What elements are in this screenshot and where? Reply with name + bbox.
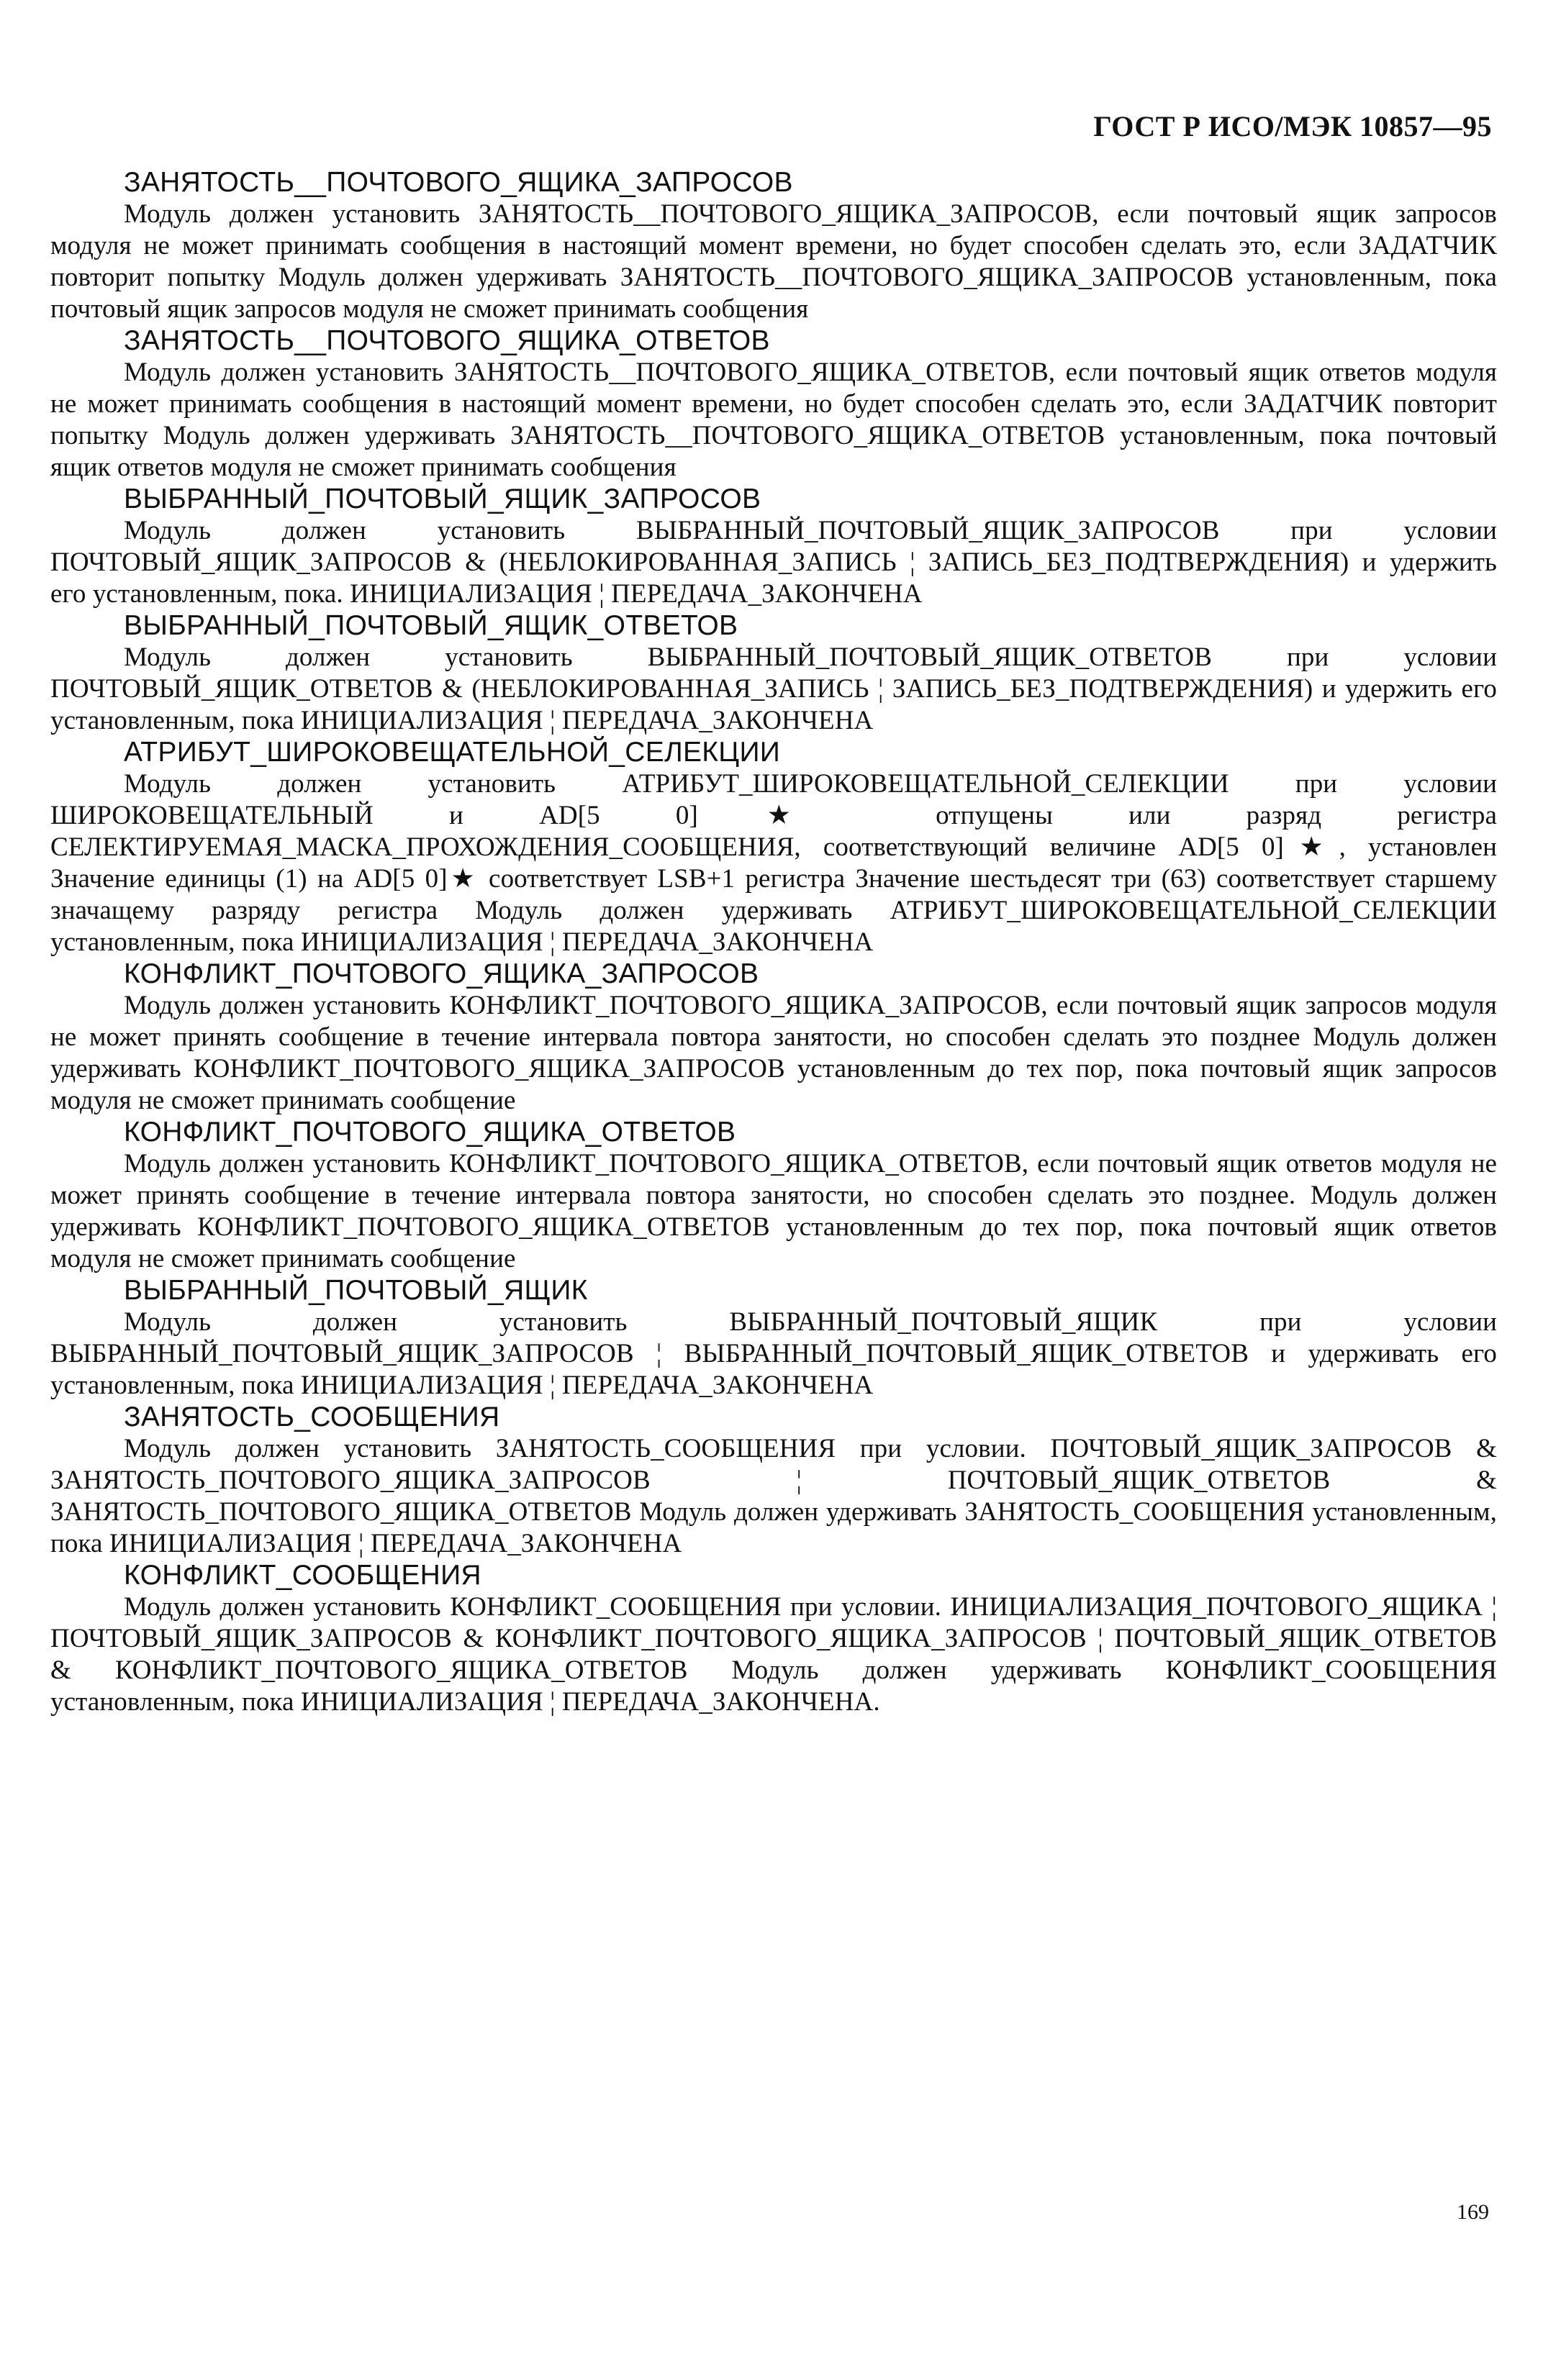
term-definition: Модуль должен установить ЗАНЯТОСТЬ__ПОЧТОВОГО_ЯЩИКА_ЗАПРОСОВ, если почтовый ящик запросов модуля не может принимать сообщения в настоящий момент времени, но будет способен сделать это, если ЗАДАТЧИК повторит попытку Модуль должен удерживать ЗАНЯТОСТЬ__ПОЧТОВОГО_ЯЩИКА_ЗАПРОСОВ установленным, пока почтовый ящик запросов модуля не сможет принимать сообщения — [50, 199, 1497, 324]
definition-section — [50, 1117, 1497, 1275]
term-heading: ЗАНЯТОСТЬ_СООБЩЕНИЯ — [124, 1402, 500, 1432]
term-definition: Модуль должен установить АТРИБУТ_ШИРОКОВЕЩАТЕЛЬНОЙ_СЕЛЕКЦИИ при условии ШИРОКОВЕЩАТЕЛЬНЫЙ и AD[5 0]★ отпущены или разряд регистра СЕЛЕКТИРУЕМАЯ_МАСКА_ПРОХОЖДЕНИЯ_СООБЩЕНИЯ, соответствующий величине AD[5 0]★, установлен Значение единицы (1) на AD[5 0]★ соответствует LSB+1 регистра Значение шестьдесят три (63) соответствует старшему значащему разряду регистра Модуль должен удерживать АТРИБУТ_ШИРОКОВЕЩАТЕЛЬНОЙ_СЕЛЕКЦИИ установленным, пока ИНИЦИАЛИЗАЦИЯ ¦ ПЕРЕДАЧА_ЗАКОНЧЕНА — [50, 769, 1497, 957]
definition-section — [50, 1560, 1497, 1718]
document-body — [50, 167, 1497, 1718]
term-heading: ВЫБРАННЫЙ_ПОЧТОВЫЙ_ЯЩИК — [124, 1275, 588, 1306]
term-definition: Модуль должен установить КОНФЛИКТ_СООБЩЕНИЯ при условии. ИНИЦИАЛИЗАЦИЯ_ПОЧТОВОГО_ЯЩИКА ¦ ПОЧТОВЫЙ_ЯЩИК_ЗАПРОСОВ & КОНФЛИКТ_ПОЧТОВОГО_ЯЩИКА_ЗАПРОСОВ ¦ ПОЧТОВЫЙ_ЯЩИК_ОТВЕТОВ & КОНФЛИКТ_ПОЧТОВОГО_ЯЩИКА_ОТВЕТОВ Модуль должен удерживать КОНФЛИКТ_СООБЩЕНИЯ установленным, пока ИНИЦИАЛИЗАЦИЯ ¦ ПЕРЕДАЧА_ЗАКОНЧЕНА. — [50, 1592, 1497, 1717]
definition-section — [50, 1275, 1497, 1402]
term-definition: Модуль должен установить ВЫБРАННЫЙ_ПОЧТОВЫЙ_ЯЩИК при условии ВЫБРАННЫЙ_ПОЧТОВЫЙ_ЯЩИК_ЗАПРОСОВ ¦ ВЫБРАННЫЙ_ПОЧТОВЫЙ_ЯЩИК_ОТВЕТОВ и удерживать его установленным, пока ИНИЦИАЛИЗАЦИЯ ¦ ПЕРЕДАЧА_ЗАКОНЧЕНА — [50, 1307, 1497, 1400]
term-definition: Модуль должен установить ЗАНЯТОСТЬ_СООБЩЕНИЯ при условии. ПОЧТОВЫЙ_ЯЩИК_ЗАПРОСОВ & ЗАНЯТОСТЬ_ПОЧТОВОГО_ЯЩИКА_ЗАПРОСОВ ¦ ПОЧТОВЫЙ_ЯЩИК_ОТВЕТОВ & ЗАНЯТОСТЬ_ПОЧТОВОГО_ЯЩИКА_ОТВЕТОВ Модуль должен удерживать ЗАНЯТОСТЬ_СООБЩЕНИЯ установленным, пока ИНИЦИАЛИЗАЦИЯ ¦ ПЕРЕДАЧА_ЗАКОНЧЕНА — [50, 1434, 1497, 1558]
definition-section — [50, 325, 1497, 483]
term-definition: Модуль должен установить ВЫБРАННЫЙ_ПОЧТОВЫЙ_ЯЩИК_ЗАПРОСОВ при условии ПОЧТОВЫЙ_ЯЩИК_ЗАПРОСОВ & (НЕБЛОКИРОВАННАЯ_ЗАПИСЬ ¦ ЗАПИСЬ_БЕЗ_ПОДТВЕРЖДЕНИЯ) и удержить его установленным, пока. ИНИЦИАЛИЗАЦИЯ ¦ ПЕРЕДАЧА_ЗАКОНЧЕНА — [50, 516, 1497, 609]
term-definition: Модуль должен установить ЗАНЯТОСТЬ__ПОЧТОВОГО_ЯЩИКА_ОТВЕТОВ, если почтовый ящик ответов модуля не может принимать сообщения в настоящий момент времени, но будет способен сделать это, если ЗАДАТЧИК повторит попытку Модуль должен удерживать ЗАНЯТОСТЬ__ПОЧТОВОГО_ЯЩИКА_ОТВЕТОВ установленным, пока почтовый ящик ответов модуля не сможет принимать сообщения — [50, 358, 1497, 482]
term-definition: Модуль должен установить КОНФЛИКТ_ПОЧТОВОГО_ЯЩИКА_ОТВЕТОВ, если почтовый ящик ответов модуля не может принять сообщение в течение интервала повтора занятости, но способен сделать это позднее. Модуль должен удерживать КОНФЛИКТ_ПОЧТОВОГО_ЯЩИКА_ОТВЕТОВ установленным до тех пор, пока почтовый ящик ответов модуля не сможет принимать сообщение — [50, 1149, 1497, 1273]
term-definition: Модуль должен установить КОНФЛИКТ_ПОЧТОВОГО_ЯЩИКА_ЗАПРОСОВ, если почтовый ящик запросов модуля не может принять сообщение в течение интервала повтора занятости, но способен сделать это позднее Модуль должен удерживать КОНФЛИКТ_ПОЧТОВОГО_ЯЩИКА_ЗАПРОСОВ установленным до тех пор, пока почтовый ящик запросов модуля не сможет принимать сообщение — [50, 991, 1497, 1115]
definition-section — [50, 167, 1497, 325]
term-definition: Модуль должен установить ВЫБРАННЫЙ_ПОЧТОВЫЙ_ЯЩИК_ОТВЕТОВ при условии ПОЧТОВЫЙ_ЯЩИК_ОТВЕТОВ & (НЕБЛОКИРОВАННАЯ_ЗАПИСЬ ¦ ЗАПИСЬ_БЕЗ_ПОДТВЕРЖДЕНИЯ) и удержить его установленным, пока ИНИЦИАЛИЗАЦИЯ ¦ ПЕРЕДАЧА_ЗАКОНЧЕНА — [50, 642, 1497, 735]
definition-section — [50, 483, 1497, 610]
term-heading: КОНФЛИКТ_ПОЧТОВОГО_ЯЩИКА_ЗАПРОСОВ — [124, 958, 759, 989]
term-heading: АТРИБУТ_ШИРОКОВЕЩАТЕЛЬНОЙ_СЕЛЕКЦИИ — [124, 737, 781, 768]
definition-section — [50, 610, 1497, 737]
definition-section — [50, 737, 1497, 958]
term-heading: ЗАНЯТОСТЬ__ПОЧТОВОГО_ЯЩИКА_ОТВЕТОВ — [124, 325, 770, 356]
page-number: 169 — [1457, 2200, 1489, 2224]
definition-section — [50, 1402, 1497, 1560]
term-heading: ВЫБРАННЫЙ_ПОЧТОВЫЙ_ЯЩИК_ЗАПРОСОВ — [124, 483, 761, 514]
term-heading: КОНФЛИКТ_ПОЧТОВОГО_ЯЩИКА_ОТВЕТОВ — [124, 1117, 736, 1148]
term-heading: КОНФЛИКТ_СООБЩЕНИЯ — [124, 1560, 481, 1591]
document-header: ГОСТ Р ИСО/МЭК 10857—95 — [1093, 110, 1492, 142]
term-heading: ЗАНЯТОСТЬ__ПОЧТОВОГО_ЯЩИКА_ЗАПРОСОВ — [124, 167, 793, 198]
definition-section — [50, 958, 1497, 1117]
term-heading: ВЫБРАННЫЙ_ПОЧТОВЫЙ_ЯЩИК_ОТВЕТОВ — [124, 610, 738, 641]
